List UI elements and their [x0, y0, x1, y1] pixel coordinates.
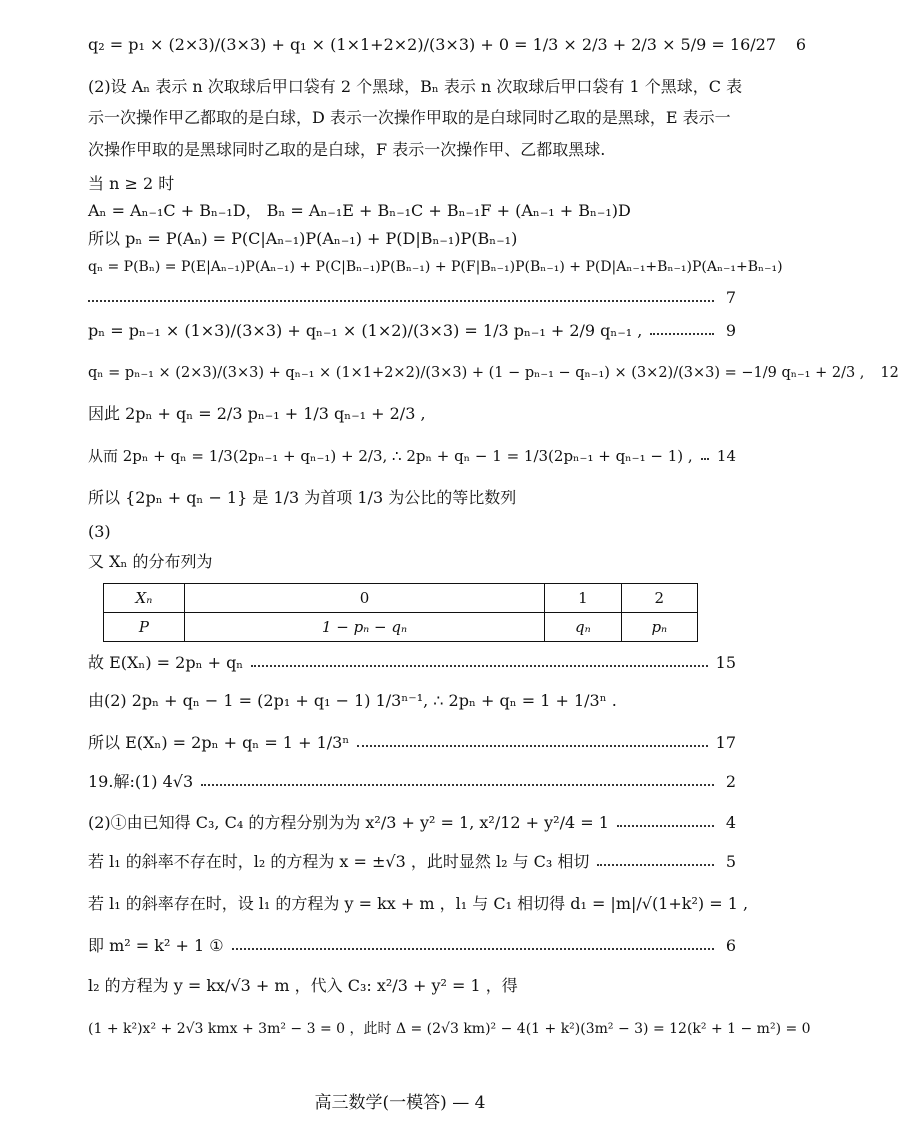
text: 次操作甲取的是黑球同时乙取的是白球，F 表示一次操作甲、乙都取黑球. [88, 140, 606, 159]
table-cell: 2 [621, 584, 697, 613]
dot-leader [88, 300, 714, 302]
dot-leader [232, 948, 714, 950]
text: 当 n ≥ 2 时 [88, 174, 175, 193]
table-cell: 1 [545, 584, 621, 613]
score-9: 9 [725, 321, 736, 340]
table-row [104, 613, 698, 642]
score7-line [88, 285, 736, 311]
table-cell: Xₙ [104, 584, 185, 613]
dot-leader [201, 784, 714, 786]
line-q2 [88, 32, 806, 58]
score-6: 6 [795, 35, 806, 54]
score-17: 17 [715, 733, 736, 752]
slope-exists-line [88, 891, 749, 917]
slope-none: 若 l₁ 的斜率不存在时，l₂ 的方程为 x = ±√3 ，此时显然 l₂ 与 C₃ 相切 [88, 852, 590, 871]
quad-line [88, 1016, 811, 1042]
qn-rec-line [88, 360, 899, 386]
thus-line [88, 443, 736, 469]
geometric-line [88, 485, 736, 511]
formula-q2: q₂ = p₁ × (2×3)/(3×3) + q₁ × (1×1+2×2)/(3×3) + 0 = 1/3 × 2/3 + 2/3 × 5/9 = 16/27 [88, 35, 776, 54]
text: Aₙ = Aₙ₋₁C + Bₙ₋₁D， Bₙ = Aₙ₋₁E + Bₙ₋₁C + Bₙ₋₁F + (Aₙ₋₁ + Bₙ₋₁)D [88, 201, 631, 220]
ex-line [88, 650, 736, 676]
text: 又 Xₙ 的分布列为 [88, 552, 213, 571]
text: (3) [88, 522, 111, 541]
score-7: 7 [725, 288, 736, 307]
text: 示一次操作甲乙都取的是白球，D 表示一次操作甲取的是白球同时乙取的是黑球，E 表示一 [88, 108, 731, 127]
part2-intro-1 [88, 74, 743, 100]
dot-leader [357, 745, 707, 747]
dist-intro [88, 549, 736, 575]
qn-def-line [88, 254, 783, 280]
table-cell: 1 − pₙ − qₙ [184, 613, 544, 642]
q19-part2: (2)①由已知得 C₃, C₄ 的方程分别为为 x²/3 + y² = 1, x²/12 + y²/4 = 1 [88, 813, 609, 832]
score-5: 5 [725, 852, 736, 871]
formula-pn-rec: pₙ = pₙ₋₁ × (1×3)/(3×3) + qₙ₋₁ × (1×2)/(3×3) = 1/3 pₙ₋₁ + 2/9 qₙ₋₁ , [88, 321, 643, 340]
part2-intro-2 [88, 105, 736, 131]
dot-leader [617, 825, 714, 827]
pn-rec-line [88, 318, 736, 344]
eq1-line [88, 933, 736, 959]
slope-none-line [88, 849, 736, 875]
text: 所以 pₙ = P(Aₙ) = P(C|Aₙ₋₁)P(Aₙ₋₁) + P(D|Bₙ₋₁)P(Bₙ₋₁) [88, 229, 518, 248]
ex-final-line [88, 730, 736, 756]
hence-line [88, 401, 736, 427]
text: l₂ 的方程为 y = kx/√3 + m ，代入 C₃: x²/3 + y² = 1 ，得 [88, 976, 518, 995]
score-4: 4 [725, 813, 736, 832]
table-cell: P [104, 613, 185, 642]
table-cell: pₙ [621, 613, 697, 642]
score-6b: 6 [725, 936, 736, 955]
score-15: 15 [715, 653, 736, 672]
text: 所以 {2pₙ + qₙ − 1} 是 1/3 为首项 1/3 为公比的等比数列 [88, 488, 517, 507]
events-line [88, 198, 736, 224]
q19-line [88, 769, 736, 795]
score-12: 12 [880, 365, 899, 381]
page-footer: 高三数学(一模答) — 4 [314, 1093, 486, 1113]
l2-eq-line [88, 973, 736, 999]
pn-def-line [88, 226, 736, 252]
eq1: 即 m² = k² + 1 ① [88, 936, 224, 955]
dot-leader [597, 864, 714, 866]
dot-leader [251, 665, 707, 667]
part2-intro-3 [88, 137, 736, 163]
when-n [88, 171, 736, 197]
text: (2)设 Aₙ 表示 n 次取球后甲口袋有 2 个黑球，Bₙ 表示 n 次取球后甲口袋有 1 个黑球，C 表 [88, 77, 743, 96]
formula-thus: 从而 2pₙ + qₙ = 1/3(2pₙ₋₁ + qₙ₋₁) + 2/3, ∴ 2pₙ + qₙ − 1 = 1/3(2pₙ₋₁ + qₙ₋₁ − 1) , [88, 447, 693, 465]
table-row [104, 584, 698, 613]
text: 因此 2pₙ + qₙ = 2/3 pₙ₋₁ + 1/3 qₙ₋₁ + 2/3 , [88, 404, 426, 423]
q19-answer: 19.解:(1) 4√3 [88, 772, 194, 791]
formula-qn-rec: qₙ = pₙ₋₁ × (2×3)/(3×3) + qₙ₋₁ × (1×1+2×2)/(3×3) + (1 − pₙ₋₁ − qₙ₋₁) × (3×2)/(3×3) = −1/9 qₙ₋₁ + 2/3 , [88, 365, 865, 381]
formula-ex-final: 所以 E(Xₙ) = 2pₙ + qₙ = 1 + 1/3ⁿ [88, 733, 350, 752]
part3-label [88, 519, 736, 545]
table-cell: qₙ [545, 613, 621, 642]
text: 由(2) 2pₙ + qₙ − 1 = (2p₁ + q₁ − 1) 1/3ⁿ⁻¹, ∴ 2pₙ + qₙ = 1 + 1/3ⁿ . [88, 691, 617, 710]
from2-line [88, 688, 736, 714]
text: (1 + k²)x² + 2√3 kmx + 3m² − 3 = 0 ，此时 Δ = (2√3 km)² − 4(1 + k²)(3m² − 3) = 12(k² + 1 − m²) = 0 [88, 1021, 811, 1037]
text: qₙ = P(Bₙ) = P(E|Aₙ₋₁)P(Aₙ₋₁) + P(C|Bₙ₋₁)P(Bₙ₋₁) + P(F|Bₙ₋₁)P(Bₙ₋₁) + P(D|Aₙ₋₁+Bₙ₋₁)P(Aₙ₋₁+Bₙ₋₁) [88, 259, 783, 275]
score-2: 2 [725, 772, 736, 791]
score-14: 14 [716, 447, 736, 465]
dot-leader [701, 458, 709, 460]
formula-ex: 故 E(Xₙ) = 2pₙ + qₙ [88, 653, 244, 672]
distribution-table [103, 583, 698, 642]
table-cell: 0 [184, 584, 544, 613]
text: 若 l₁ 的斜率存在时，设 l₁ 的方程为 y = kx + m ，l₁ 与 C₁ 相切得 d₁ = |m|/√(1+k²) = 1 , [88, 894, 749, 913]
q19-2-line [88, 810, 736, 836]
dot-leader [650, 333, 714, 335]
